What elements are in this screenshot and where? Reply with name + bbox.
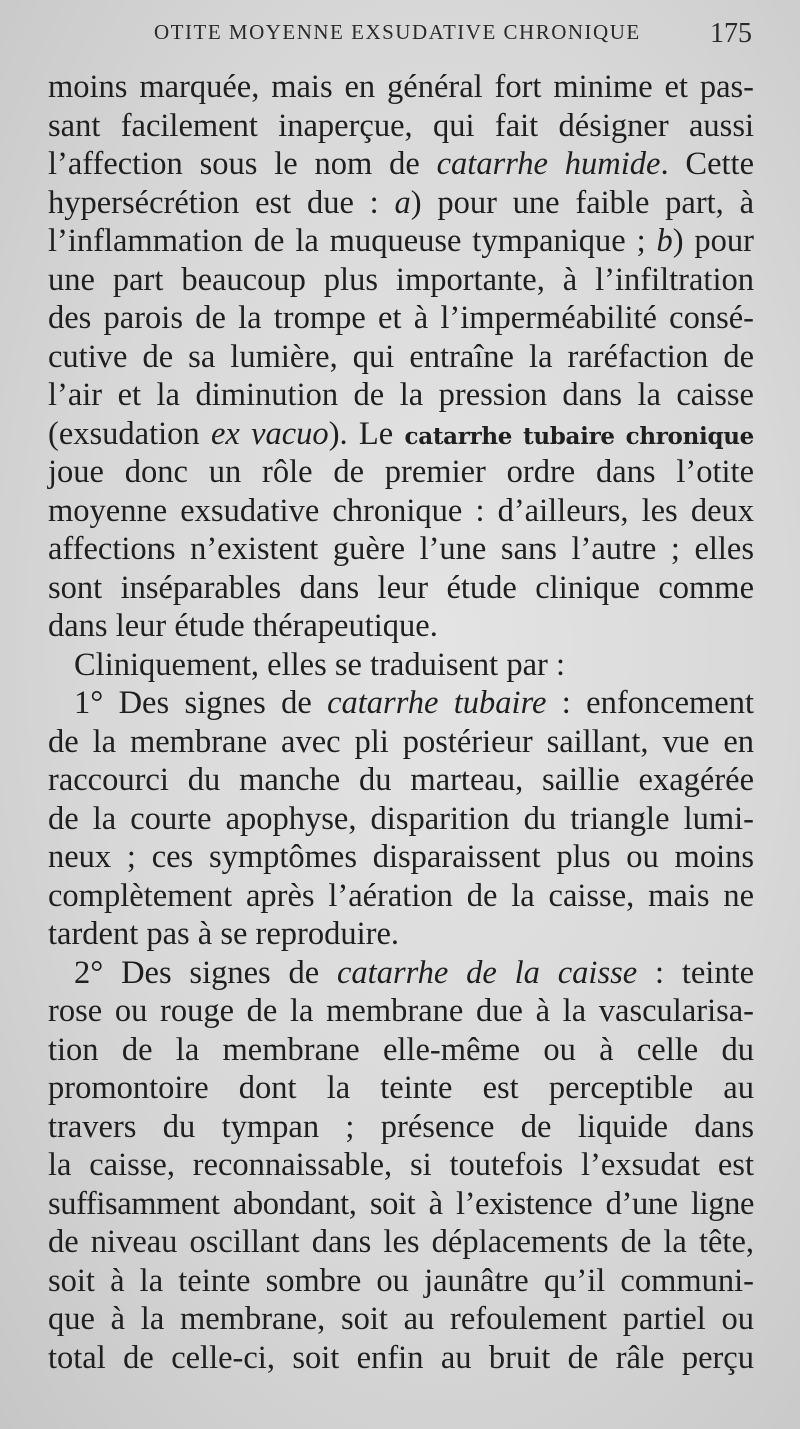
text-segment: . Cette <box>660 146 755 182</box>
italic-term: ex vacuo <box>210 415 329 452</box>
text-line: suffisamment abondant, soit à l’existence d’une ligne <box>48 1185 754 1222</box>
text-line: soit à la teinte sombre ou jaunâtre qu’il communi- <box>48 1262 754 1299</box>
text-segment: hypersécrétion est due : <box>48 184 379 221</box>
italic-term: catarrhe de la caisse <box>337 954 638 991</box>
text-line <box>48 415 754 454</box>
text-segment: 1° Des signes de <box>74 685 312 721</box>
text-segment: ) pour <box>672 223 754 259</box>
text-line: tardent pas à se reproduire. <box>48 916 400 952</box>
text-line <box>48 145 754 184</box>
bold-term: catarrhe tubaire chronique <box>404 422 754 450</box>
text-line <box>48 684 754 723</box>
text-line: raccourci du manche du marteau, saillie exagérée <box>48 762 754 798</box>
text-line <box>48 954 754 993</box>
text-line: de la courte apophyse, disparition du triangle lumi- <box>48 800 754 837</box>
italic-term: catarrhe humide <box>436 146 661 182</box>
text-segment: (exsudation <box>48 415 200 452</box>
text-line: affections n’existent guère l’une sans l’autre ; elles <box>48 531 754 567</box>
text-segment: 2° Des signes de <box>74 954 320 991</box>
text-segment: ) pour une faible part, à <box>410 184 755 221</box>
body-text <box>48 68 754 1377</box>
text-segment: l’inflammation de la muqueuse tympanique ; <box>48 223 646 259</box>
text-line: la caisse, reconnaissable, si toutefois l’exsudat est <box>48 1147 754 1183</box>
italic-term: catarrhe tubaire <box>327 685 547 721</box>
text-line: joue donc un rôle de premier ordre dans l’otite <box>48 454 754 490</box>
text-segment: l’affection sous le nom de <box>48 146 420 182</box>
text-line: de niveau oscillant dans les déplacements de la tête, <box>48 1224 754 1260</box>
text-line: dans leur étude thérapeutique. <box>48 608 438 644</box>
text-line: une part beaucoup plus importante, à l’infiltration <box>48 261 754 298</box>
text-segment: : enfoncement <box>561 685 755 721</box>
text-line: neux ; ces symptômes disparaissent plus ou moins <box>48 839 754 875</box>
page-number: 175 <box>710 18 752 49</box>
text-segment: ). Le <box>328 415 394 452</box>
text-line <box>48 184 754 223</box>
text-line: Cliniquement, elles se traduisent par : <box>74 646 565 683</box>
running-title: OTITE MOYENNE EXSUDATIVE CHRONIQUE <box>154 20 641 44</box>
text-line: que à la membrane, soit au refoulement partiel ou <box>48 1301 754 1337</box>
text-line <box>48 222 754 261</box>
text-line: promontoire dont la teinte est perceptible au <box>48 1070 754 1106</box>
text-line: rose ou rouge de la membrane due à la vascularisa- <box>48 993 754 1029</box>
text-line: sont inséparables dans leur étude clinique comme <box>48 569 754 606</box>
italic-term: a <box>394 184 411 221</box>
text-line: cutive de sa lumière, qui entraîne la raréfaction de <box>48 338 754 375</box>
text-line: l’air et la diminution de la pression dans la caisse <box>48 377 754 413</box>
text-line: complètement après l’aération de la caisse, mais ne <box>48 877 754 914</box>
text-line: travers du tympan ; présence de liquide dans <box>48 1108 754 1145</box>
text-line: tion de la membrane elle-même ou à celle du <box>48 1031 754 1068</box>
text-line: total de celle-ci, soit enfin au bruit de râle perçu <box>48 1339 754 1376</box>
text-segment: : teinte <box>655 954 755 991</box>
text-line: sant facilement inaperçue, qui fait désigner aussi <box>48 107 754 144</box>
italic-term: b <box>656 223 673 259</box>
text-line: des parois de la trompe et à l’imperméabilité consé- <box>48 300 754 336</box>
text-line: moyenne exsudative chronique : d’ailleurs, les deux <box>48 492 754 529</box>
page-header <box>48 20 752 54</box>
text-line: moins marquée, mais en général fort minime et pas- <box>48 69 754 105</box>
text-line: de la membrane avec pli postérieur saillant, vue en <box>48 723 754 760</box>
